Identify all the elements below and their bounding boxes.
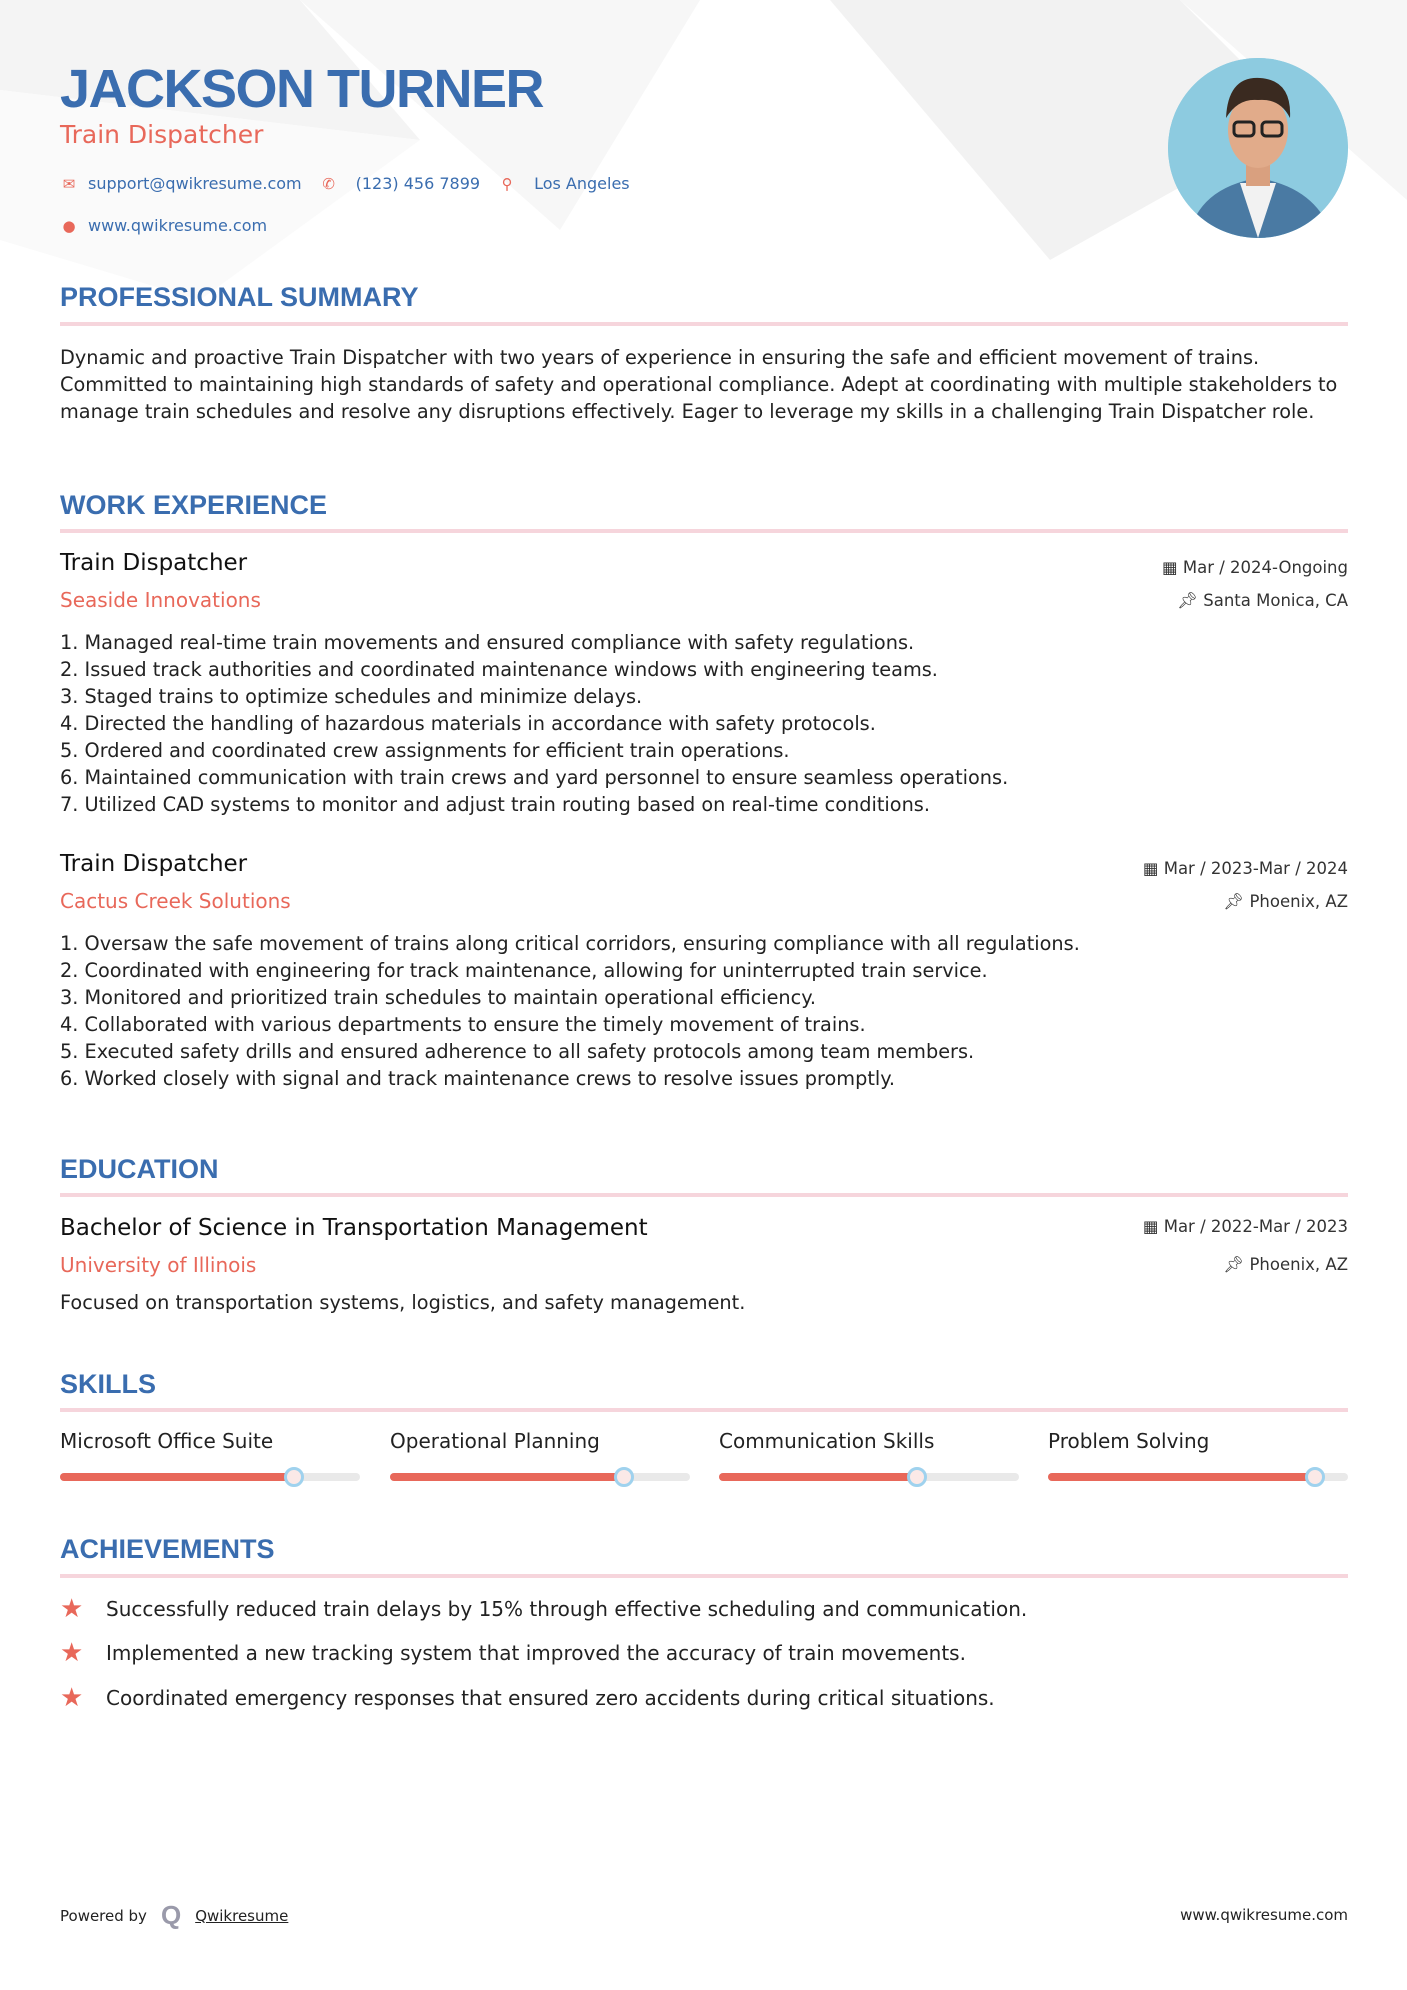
skill-bar (60, 1473, 360, 1481)
education-location (1223, 1255, 1348, 1275)
achievement-item (60, 1683, 995, 1713)
location-pin-icon: ⚲ (501, 174, 513, 193)
skill-bar-fill (390, 1473, 624, 1481)
skill-name: Operational Planning (390, 1429, 600, 1453)
summary-heading: PROFESSIONAL SUMMARY (60, 282, 419, 312)
pushpin-icon: 📌︎ (1223, 892, 1245, 911)
brand-link[interactable]: Qwikresume (195, 1906, 289, 1925)
job-location-text: Santa Monica, CA (1203, 591, 1348, 610)
list-item: 6. Worked closely with signal and track maintenance crews to resolve issues promptly. (60, 1067, 896, 1090)
globe-icon: ● (62, 216, 76, 235)
skill-bar-fill (719, 1473, 917, 1481)
website-link[interactable]: www.qwikresume.com (88, 216, 268, 235)
section-divider (60, 322, 1348, 326)
email-icon: ✉ (62, 174, 76, 193)
achievement-text: Implemented a new tracking system that improved the accuracy of train movements. (106, 1641, 966, 1665)
list-item: 1. Managed real-time train movements and ensured compliance with safety regulations. (60, 631, 915, 654)
list-item: 2. Coordinated with engineering for track maintenance, allowing for uninterrupted train service. (60, 959, 988, 982)
phone-text: (123) 456 7899 (355, 174, 481, 193)
job-date (1143, 859, 1348, 878)
phone-icon: ✆ (322, 174, 335, 193)
pushpin-icon: 📌︎ (1177, 591, 1199, 610)
skills-heading: SKILLS (60, 1369, 157, 1399)
list-item: 5. Executed safety drills and ensured adherence to all safety protocols among team members. (60, 1040, 975, 1063)
list-item: 1. Oversaw the safe movement of trains along critical corridors, ensuring compliance with all regulations. (60, 932, 1080, 955)
skill-bar (390, 1473, 690, 1481)
job-location (1223, 892, 1348, 912)
location-text: Los Angeles (534, 174, 630, 193)
education-heading: EDUCATION (60, 1154, 219, 1184)
job-date (1162, 558, 1348, 577)
star-icon: ★ (60, 1683, 84, 1713)
achievement-text: Coordinated emergency responses that ensured zero accidents during critical situations. (106, 1686, 995, 1710)
job-date-text: Mar / 2024-Ongoing (1182, 558, 1348, 577)
skill-bar-fill (1048, 1473, 1315, 1481)
list-item: 4. Directed the handling of hazardous materials in accordance with safety protocols. (60, 712, 876, 735)
skill-bar (719, 1473, 1019, 1481)
job-location-text: Phoenix, AZ (1249, 892, 1348, 911)
list-item: 3. Monitored and prioritized train schedules to maintain operational efficiency. (60, 986, 817, 1009)
list-item: 2. Issued track authorities and coordinated maintenance windows with engineering teams. (60, 658, 938, 681)
job-company: Seaside Innovations (60, 588, 261, 612)
achievements-heading: ACHIEVEMENTS (60, 1534, 275, 1564)
job-company: Cactus Creek Solutions (60, 889, 291, 913)
email-link[interactable]: support@qwikresume.com (88, 174, 302, 193)
skill-bar-fill (60, 1473, 294, 1481)
calendar-icon: ▦ (1162, 558, 1178, 577)
list-item: 6. Maintained communication with train crews and yard personnel to ensure seamless operations. (60, 766, 1009, 789)
education-location-text: Phoenix, AZ (1249, 1255, 1348, 1274)
education-date-text: Mar / 2022-Mar / 2023 (1163, 1217, 1348, 1236)
achievement-item (60, 1638, 966, 1668)
education-date (1143, 1217, 1348, 1236)
list-item: 5. Ordered and coordinated crew assignments for efficient train operations. (60, 739, 790, 762)
section-divider (60, 1574, 1348, 1578)
qwikresume-logo-icon: Q (160, 1900, 182, 1930)
calendar-icon: ▦ (1142, 859, 1159, 878)
skill-item (60, 1429, 360, 1481)
list-item: 3. Staged trains to optimize schedules and minimize delays. (60, 685, 643, 708)
star-icon: ★ (60, 1638, 84, 1668)
powered-by-label: Powered by (60, 1906, 147, 1925)
website-row (60, 216, 267, 235)
job-title: Train Dispatcher (60, 550, 248, 576)
job-duties (60, 629, 1350, 818)
section-divider (60, 529, 1348, 533)
skill-bar-handle (614, 1467, 634, 1487)
skill-item (390, 1429, 690, 1481)
section-divider (60, 1193, 1348, 1197)
skill-bar-handle (1305, 1467, 1325, 1487)
skill-name: Problem Solving (1048, 1429, 1210, 1453)
school-name: University of Illinois (60, 1253, 257, 1277)
skill-bar-handle (284, 1467, 304, 1487)
pushpin-icon: 📌︎ (1223, 1255, 1245, 1274)
degree-title: Bachelor of Science in Transportation Management (60, 1215, 648, 1241)
contact-row (60, 174, 630, 193)
section-divider (60, 1408, 1348, 1412)
calendar-icon: ▦ (1142, 1217, 1159, 1236)
experience-heading: WORK EXPERIENCE (60, 490, 328, 520)
skill-item (719, 1429, 1019, 1481)
footer-website[interactable]: www.qwikresume.com (1180, 1906, 1348, 1924)
list-item: 7. Utilized CAD systems to monitor and adjust train routing based on real-time conditions. (60, 793, 930, 816)
skill-item (1048, 1429, 1348, 1481)
skill-bar (1048, 1473, 1348, 1481)
skill-bar-handle (907, 1467, 927, 1487)
candidate-name: JACKSON TURNER (60, 59, 544, 119)
job-duties (60, 930, 1350, 1092)
job-location (1177, 591, 1348, 611)
profile-photo (1168, 58, 1348, 238)
star-icon: ★ (60, 1594, 84, 1624)
skill-name: Microsoft Office Suite (60, 1429, 274, 1453)
footer-powered-by (60, 1900, 288, 1931)
skill-name: Communication Skills (719, 1429, 935, 1453)
candidate-title: Train Dispatcher (60, 120, 264, 149)
achievement-item (60, 1594, 1027, 1624)
achievement-text: Successfully reduced train delays by 15% through effective scheduling and communication. (106, 1597, 1028, 1621)
job-title: Train Dispatcher (60, 851, 248, 877)
education-description: Focused on transportation systems, logistics, and safety management. (60, 1291, 746, 1314)
list-item: 4. Collaborated with various departments to ensure the timely movement of trains. (60, 1013, 866, 1036)
job-date-text: Mar / 2023-Mar / 2024 (1163, 859, 1348, 878)
summary-text: Dynamic and proactive Train Dispatcher with two years of experience in ensuring the safe and efficient movement of trains. Committed to maintaining high standards of safety and operational compliance. Adept at coordinating with multiple stakeholders to manage train schedules and resolve any disruptions effectively. Eager to leverage my skills in a challenging Train Dispatcher role. (60, 346, 1338, 423)
